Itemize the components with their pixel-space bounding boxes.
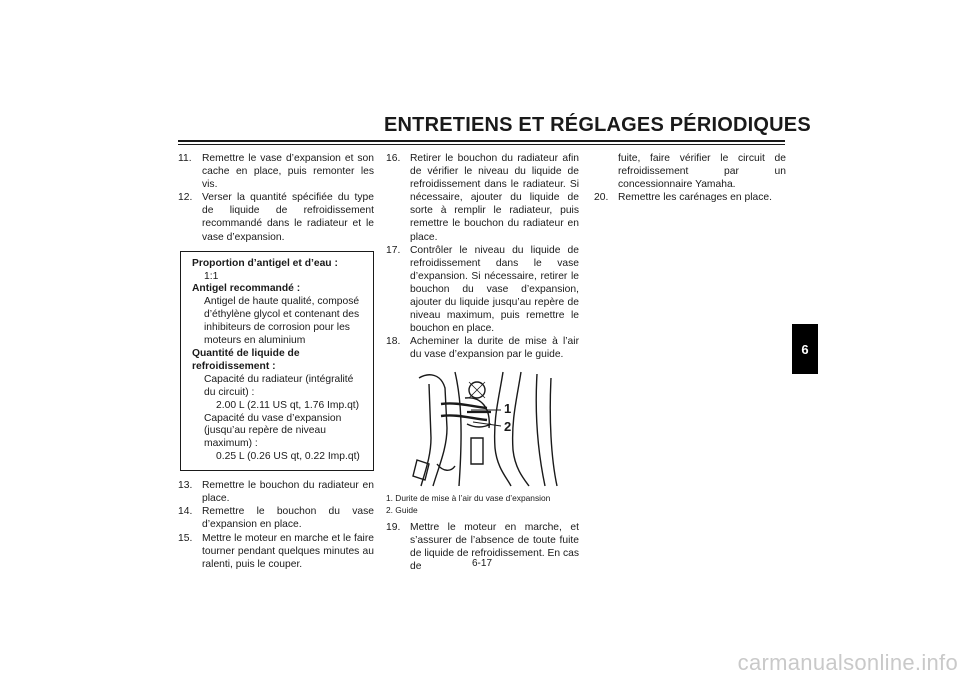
step-text: Retirer le bouchon du radiateur afin de vérifier le niveau du liquide de refroidissement dans le radiateur. Si nécessaire, ajouter du liquide de sorte à remplir le radiateur, puis remettre le bouchon du radiateur en place. [410, 153, 579, 243]
step-number: 14. [178, 506, 193, 518]
step-text: fuite, faire vérifier le circuit de refroidissement par un concessionnaire Yamaha. [618, 153, 786, 191]
caption-2: 2. Guide [386, 505, 418, 515]
callout-2: 2 [504, 418, 512, 434]
step-number: 12. [178, 192, 193, 204]
step-15 [178, 532, 374, 571]
step-text: Mettre le moteur en marche, et s’assurer de l’absence de toute fuite de liquide de refroidissement. En cas de [410, 521, 579, 572]
step-text: Remettre le vase d’expansion et son cache en place, puis remonter les vis. [202, 153, 374, 191]
antifreeze-value: Antigel de haute qualité, composé d’éthylène glycol et contenant des inhibiteurs de corrosion pour les moteurs en aluminium [204, 296, 360, 347]
page-header-title: ENTRETIENS ET RÉGLAGES PÉRIODIQUES [384, 114, 811, 136]
step-text: Remettre le bouchon du radiateur en place. [202, 480, 374, 505]
step-number: 18. [386, 336, 401, 348]
step-text: Remettre les carénages en place. [618, 192, 772, 204]
step-14 [178, 505, 374, 531]
radiator-capacity-label: Capacité du radiateur (intégralité du circuit) : [204, 373, 354, 398]
ratio-label: Proportion d’antigel et d’eau : [192, 257, 338, 269]
column-3 [594, 152, 786, 204]
coolant-quantity-label: Quantité de liquide de refroidissement : [192, 348, 300, 372]
reservoir-capacity-label: Capacité du vase d’expansion (jusqu’au repère de niveau maximum) : [204, 412, 342, 450]
step-16 [386, 152, 579, 244]
step-18 [386, 335, 579, 361]
caption-1: 1. Durite de mise à l’air du vase d’expansion [386, 492, 551, 503]
callout-1: 1 [504, 400, 512, 416]
step-text: Contrôler le niveau du liquide de refroidissement dans le vase d’expansion. Si nécessaire, retirer le bouchon du vase d’expansion, ajouter du liquide jusqu’au repère de niveau maximum, puis remettre le bouchon en place. [410, 244, 579, 335]
step-number: 13. [178, 480, 193, 492]
step-20 [594, 191, 786, 204]
column-1 [178, 152, 374, 571]
step-17 [386, 244, 579, 336]
step-11 [178, 152, 374, 191]
radiator-capacity-value: 2.00 L (2.11 US qt, 1.76 Imp.qt) [216, 399, 360, 411]
step-number: 19. [386, 521, 401, 533]
step-number: 11. [178, 153, 192, 164]
chapter-tab[interactable]: 6 [792, 324, 818, 374]
step-number: 20. [594, 192, 609, 204]
step-text: Mettre le moteur en marche et le faire tourner pendant quelques minutes au ralenti, puis le couper. [202, 532, 374, 570]
step-number: 15. [178, 532, 193, 544]
reservoir-capacity-value: 0.25 L (0.26 US qt, 0.22 Imp.qt) [216, 451, 360, 463]
step-13 [178, 479, 374, 505]
antifreeze-label: Antigel recommandé : [192, 283, 301, 295]
engine-illustration [411, 368, 561, 488]
step-text: Acheminer la durite de mise à l’air du vase d’expansion par le guide. [410, 336, 579, 361]
header-rule-thick [178, 140, 785, 142]
specification-box [180, 251, 374, 472]
step-text: Verser la quantité spécifiée du type de liquide de refroidissement recommandé dans le radiateur et le vase d’expansion. [202, 192, 374, 243]
column-2 [386, 152, 579, 573]
step-12 [178, 191, 374, 243]
step-number: 16. [386, 153, 401, 164]
step-number: 17. [386, 244, 401, 256]
coolant-breather-hose-figure [411, 368, 561, 488]
figure-captions [386, 492, 579, 517]
ratio-value: 1:1 [204, 270, 219, 282]
step-text: Remettre le bouchon du vase d’expansion en place. [202, 506, 374, 531]
watermark: carmanualsonline.info [737, 650, 958, 675]
step-19-continuation [594, 152, 786, 191]
page-number: 6-17 [471, 558, 492, 569]
header-rule-thin [178, 144, 785, 145]
